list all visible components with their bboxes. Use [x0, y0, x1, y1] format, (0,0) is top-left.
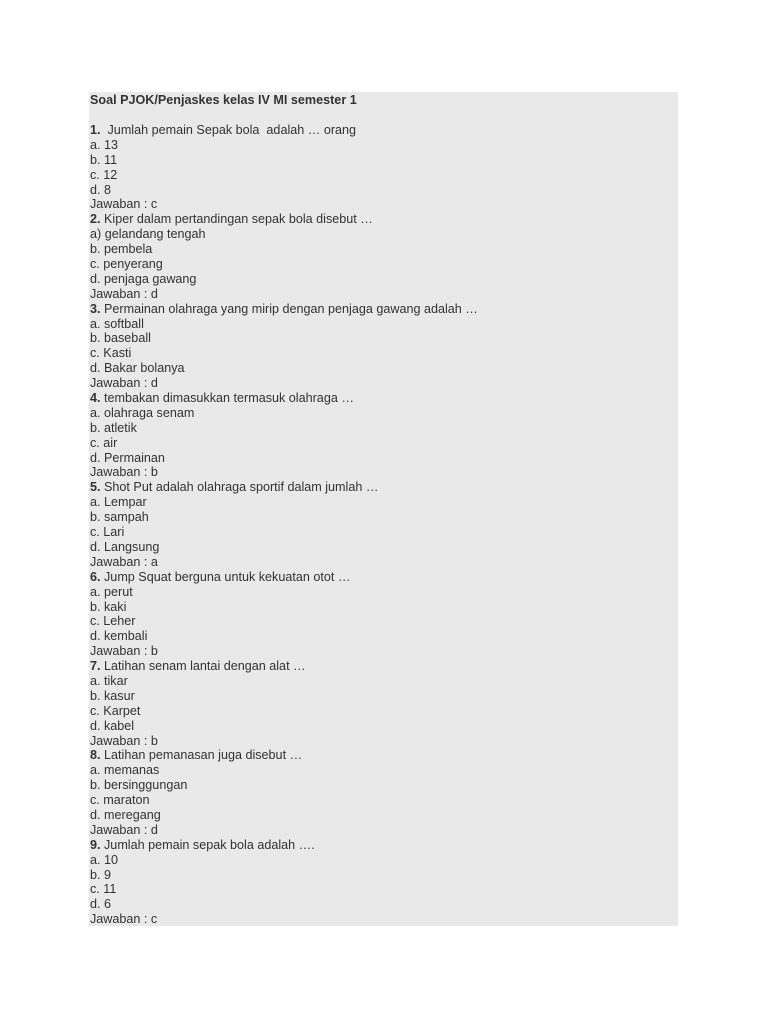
answer-option: c. Lari [90, 525, 125, 540]
answer-option: b. kasur [90, 688, 135, 703]
question-text: Shot Put adalah olahraga sportif dalam jumlah … [100, 480, 379, 495]
answer-key: Jawaban : d [90, 376, 158, 391]
question-line [90, 123, 678, 138]
answer-option: d. Permainan [90, 450, 165, 465]
answer-option: b. 11 [90, 152, 118, 167]
answer-key: Jawaban : b [90, 733, 158, 748]
question-block [90, 391, 678, 480]
answer-option: a. Lempar [90, 495, 147, 510]
answer-option: d. kembali [90, 629, 148, 644]
document-page [89, 92, 678, 926]
answer-option: b. bersinggungan [90, 778, 188, 793]
question-block [90, 748, 678, 837]
question-line [90, 302, 678, 317]
question-text: Kiper dalam pertandingan sepak bola disebut … [100, 212, 373, 227]
question-number: 8. [90, 748, 101, 763]
answer-option: b. kaki [90, 599, 127, 614]
answer-key: Jawaban : a [90, 554, 158, 569]
answer-key: Jawaban : d [90, 286, 158, 301]
question-block [90, 480, 678, 569]
answer-option: c. Karpet [90, 703, 141, 718]
answer-option: a) gelandang tengah [90, 227, 206, 242]
answer-key: Jawaban : b [90, 465, 158, 480]
answer-option: c. Kasti [90, 346, 132, 361]
answer-option: c. penyerang [90, 257, 163, 272]
answer-option: c. maraton [90, 793, 150, 808]
answer-key: Jawaban : b [90, 644, 158, 659]
answer-option: d. kabel [90, 718, 135, 733]
question-block [90, 838, 678, 927]
question-block [90, 659, 678, 748]
answer-option: d. 6 [90, 897, 112, 912]
answer-option: a. olahraga senam [90, 405, 195, 420]
answer-option: d. meregang [90, 807, 161, 822]
question-text: Jumlah pemain sepak bola adalah …. [100, 837, 315, 852]
answer-option: a. tikar [90, 673, 128, 688]
question-block [90, 302, 678, 391]
question-line [90, 391, 678, 406]
answer-key: Jawaban : d [90, 822, 158, 837]
question-line [90, 212, 678, 227]
answer-option: d. penjaga gawang [90, 271, 197, 286]
answer-option: b. atletik [90, 420, 137, 435]
question-text: Jumlah pemain Sepak bola adalah … orang [100, 123, 357, 137]
question-number: 7. [90, 659, 101, 674]
question-number: 9. [90, 837, 101, 852]
question-text: Latihan pemanasan juga disebut … [100, 748, 303, 763]
question-line [90, 480, 678, 495]
answer-option: a. 10 [90, 852, 119, 867]
answer-key: Jawaban : c [90, 912, 158, 927]
question-line [90, 748, 678, 763]
question-line [90, 659, 678, 674]
document-title: Soal PJOK/Penjaskes kelas IV MI semester 1 [90, 93, 357, 107]
spacer [90, 108, 678, 123]
answer-option: a. softball [90, 316, 144, 331]
answer-option: d. Langsung [90, 539, 160, 554]
answer-option: c. air [90, 435, 118, 450]
question-list [90, 123, 678, 927]
question-block [90, 123, 678, 212]
question-number: 3. [90, 301, 101, 316]
question-text: Latihan senam lantai dengan alat … [100, 659, 306, 674]
question-block [90, 570, 678, 659]
question-text: Permainan olahraga yang mirip dengan penjaga gawang adalah … [100, 301, 478, 316]
answer-key: Jawaban : c [90, 197, 158, 212]
question-text: tembakan dimasukkan termasuk olahraga … [100, 391, 354, 406]
question-line [90, 838, 678, 853]
question-number: 4. [90, 391, 101, 406]
question-block [90, 212, 678, 301]
answer-option: b. 9 [90, 867, 112, 882]
answer-option: a. memanas [90, 763, 160, 778]
answer-option: c. Leher [90, 614, 136, 629]
question-number: 6. [90, 569, 101, 584]
question-number: 2. [90, 212, 101, 227]
answer-option: a. perut [90, 584, 133, 599]
answer-option: b. sampah [90, 510, 149, 525]
answer-option: a. 13 [90, 137, 119, 152]
answer-option: d. 8 [90, 182, 112, 197]
question-number: 1. [90, 123, 101, 137]
question-text: Jump Squat berguna untuk kekuatan otot … [100, 569, 351, 584]
answer-option: c. 12 [90, 167, 118, 182]
answer-option: d. Bakar bolanya [90, 361, 185, 376]
answer-option: c. 11 [90, 882, 117, 897]
answer-option: b. baseball [90, 331, 151, 346]
question-line [90, 570, 678, 585]
answer-option: b. pembela [90, 242, 153, 257]
question-number: 5. [90, 480, 101, 495]
